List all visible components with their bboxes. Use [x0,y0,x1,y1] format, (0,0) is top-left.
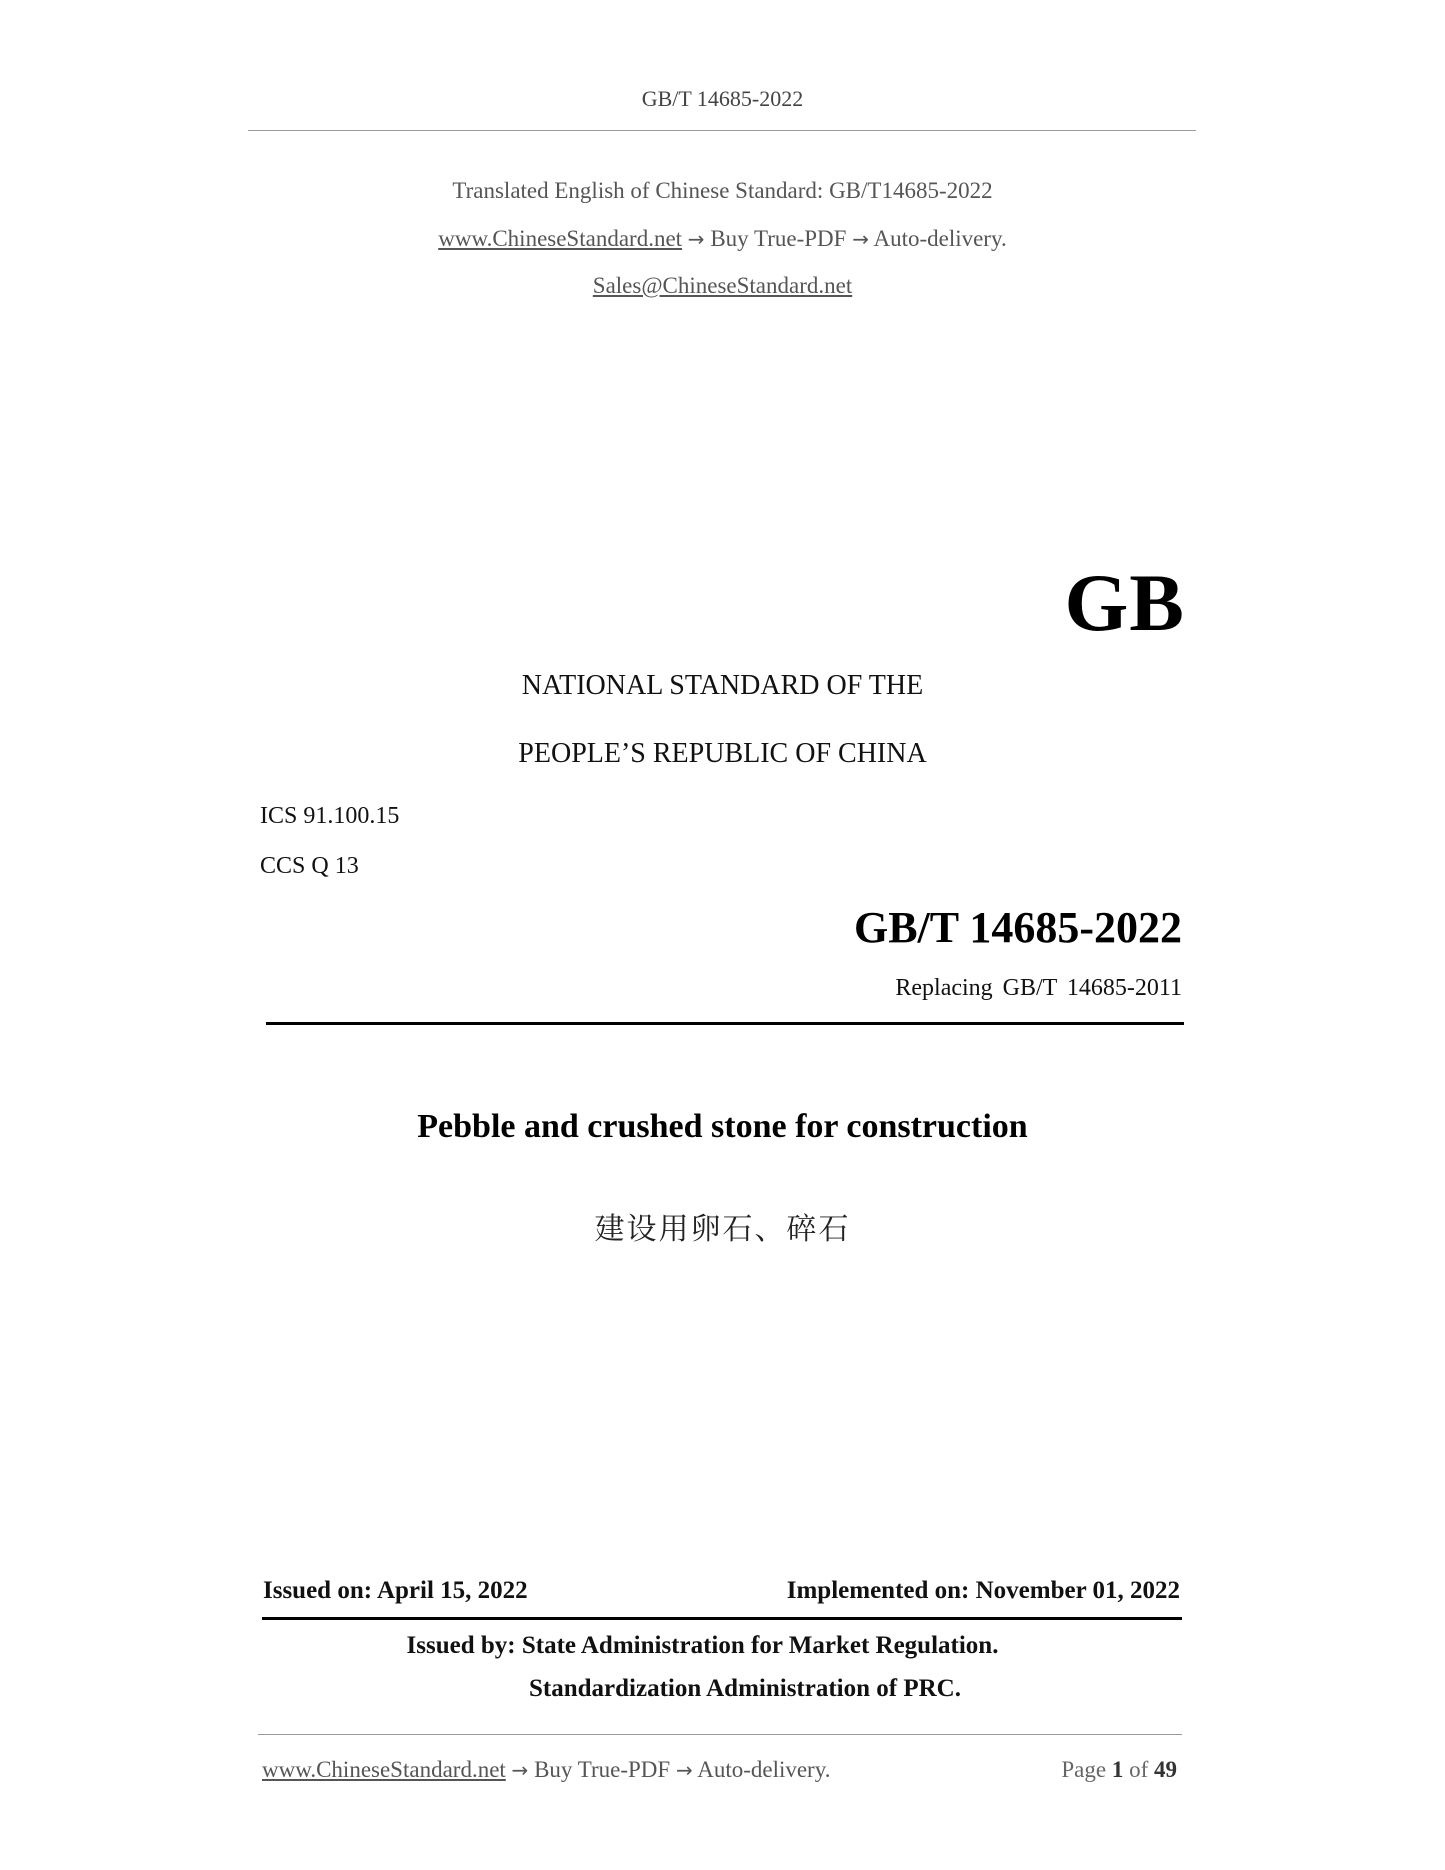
footer-divider [258,1734,1182,1735]
site-link[interactable]: www.ChineseStandard.net [438,226,683,251]
replacing-note: Replacing GB/T 14685-2011 [895,975,1182,1001]
sales-email-link[interactable]: Sales@ChineseStandard.net [592,273,853,298]
standard-number: GB/T 14685-2022 [853,903,1182,952]
issued-on-date: Issued on: April 15, 2022 [263,1577,528,1604]
national-standard-line-1: NATIONAL STANDARD OF THE [521,670,924,701]
arrow-right-icon: → [511,1758,529,1782]
delivery-text: Auto-delivery. [873,226,1007,251]
arrow-right-icon: → [852,227,869,251]
promo-line [0,226,1445,252]
implemented-on-date: Implemented on: November 01, 2022 [786,1577,1180,1604]
page-of: of [1129,1757,1149,1782]
arrow-right-icon: → [675,1758,693,1782]
gb-logo: GB [1064,557,1185,648]
ics-code: ICS 91.100.15 [260,803,400,829]
footer-delivery-text: Auto-delivery. [697,1757,831,1782]
national-standard-line-2: PEOPLE’S REPUBLIC OF CHINA [518,738,927,769]
document-title-en: Pebble and crushed stone for construction [417,1108,1028,1145]
running-header: GB/T 14685-2022 [641,86,804,111]
issued-by-line-2: Standardization Administration of PRC. [529,1675,961,1702]
page-label: Page [1061,1757,1107,1782]
arrow-right-icon: → [687,227,705,251]
ccs-code: CCS Q 13 [260,853,359,879]
document-title-zh: 建设用卵石、碎石 [594,1212,851,1247]
footer-buy-text: Buy True-PDF [534,1757,671,1782]
title-divider [266,1022,1184,1025]
sales-line [0,273,1445,299]
page-indicator [1061,1757,1177,1783]
page-current: 1 [1111,1757,1124,1782]
buy-text: Buy True-PDF [710,226,847,251]
page-total: 49 [1154,1757,1177,1782]
header-divider [248,130,1196,131]
translated-label: Translated English of Chinese Standard: GB/T14685-2022 [452,178,993,203]
dates-divider [262,1617,1182,1620]
footer-site-link[interactable]: www.ChineseStandard.net [262,1757,506,1782]
issued-by-line-1: Issued by: State Administration for Market Regulation. [406,1632,999,1659]
footer-promo [262,1757,830,1783]
